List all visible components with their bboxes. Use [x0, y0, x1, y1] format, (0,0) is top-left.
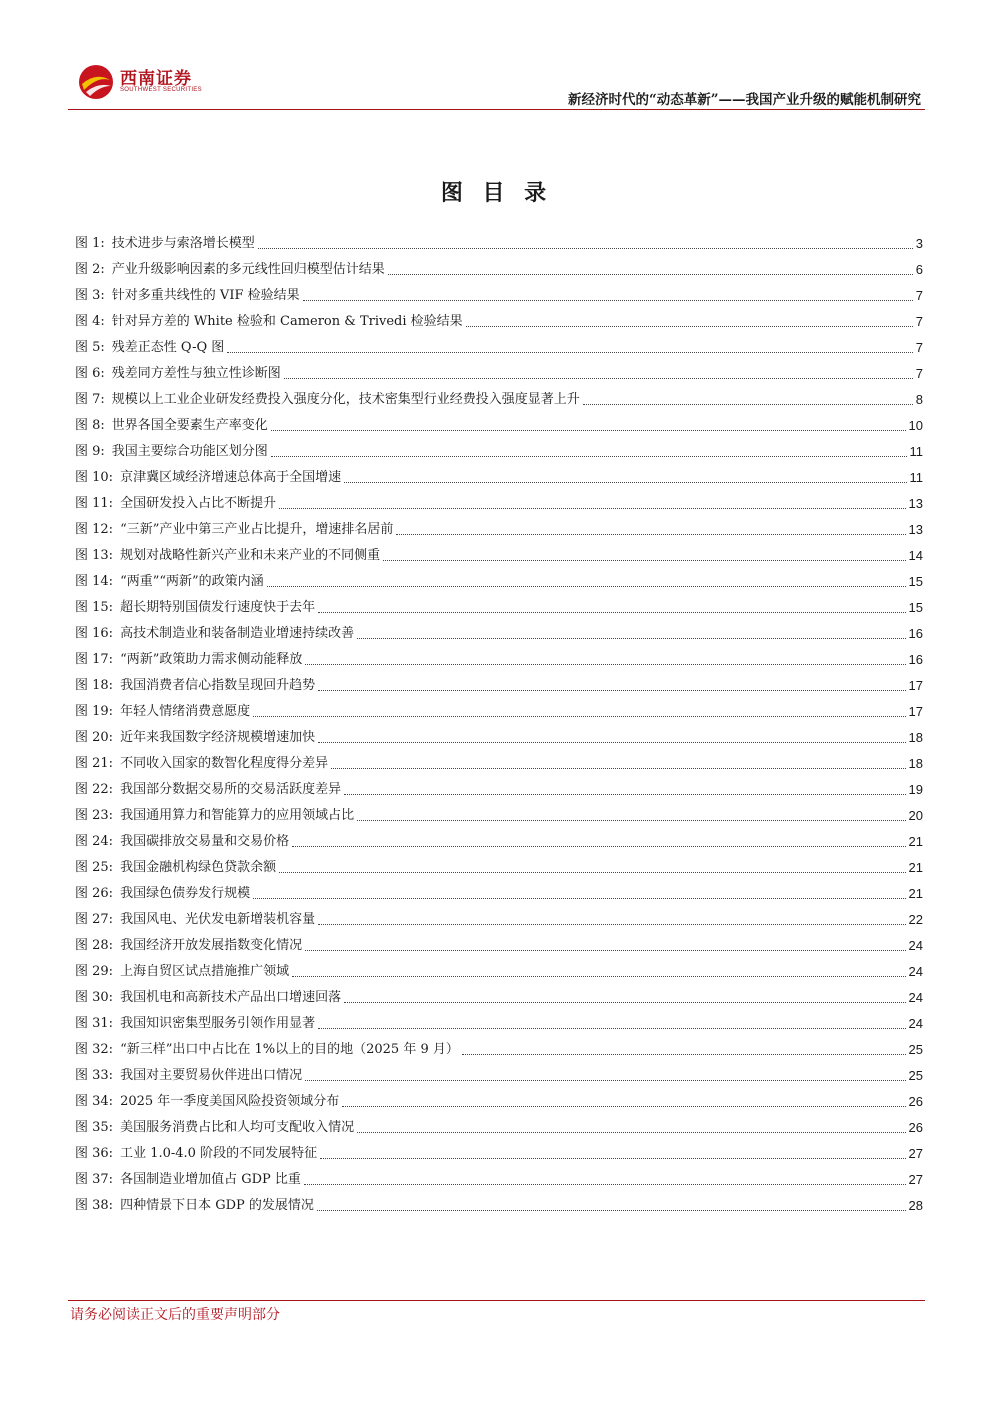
toc-entry-label [75, 699, 250, 725]
toc-entry-title: 我国金融机构绿色贷款余额 [120, 860, 277, 875]
toc-entry-number: 图 6: [75, 366, 105, 381]
toc-page-number: 7 [915, 340, 923, 355]
toc-entry[interactable] [75, 413, 923, 439]
toc-entry-label [75, 1011, 315, 1037]
toc-dot-leader [318, 690, 905, 691]
toc-entry-title: 技术进步与索洛增长模型 [111, 236, 255, 251]
toc-page-number: 24 [908, 1016, 923, 1031]
toc-dot-leader [344, 482, 906, 483]
toc-dot-leader [305, 1080, 905, 1081]
toc-page-number: 3 [915, 236, 923, 251]
toc-entry-number: 图 18: [75, 678, 114, 693]
toc-entry-title: 我国碳排放交易量和交易价格 [120, 834, 290, 849]
toc-entry-number: 图 19: [75, 704, 114, 719]
toc-entry-label [75, 1037, 459, 1063]
toc-entry-number: 图 7: [75, 392, 105, 407]
toc-entry[interactable] [75, 361, 923, 387]
toc-entry-number: 图 10: [75, 470, 114, 485]
toc-entry-number: 图 38: [75, 1198, 114, 1213]
toc-entry[interactable] [75, 1167, 923, 1193]
southwest-securities-emblem-icon [76, 62, 116, 102]
toc-entry-number: 图 34: [75, 1094, 114, 1109]
toc-entry[interactable] [75, 491, 923, 517]
toc-entry-title: 我国消费者信心指数呈现回升趋势 [120, 678, 316, 693]
toc-entry-number: 图 37: [75, 1172, 114, 1187]
toc-entry-label [75, 725, 315, 751]
toc-entry-title: 产业升级影响因素的多元线性回归模型估计结果 [111, 262, 385, 277]
toc-page-number: 15 [908, 600, 923, 615]
toc-entry-label [75, 1063, 302, 1089]
header-divider [68, 109, 925, 110]
toc-entry[interactable] [75, 621, 923, 647]
toc-entry[interactable] [75, 777, 923, 803]
toc-entry-title: “两重”“两新”的政策内涵 [120, 574, 264, 589]
toc-entry-number: 图 5: [75, 340, 105, 355]
toc-entry-title: 针对多重共线性的 VIF 检验结果 [111, 288, 300, 303]
toc-page-number: 13 [908, 522, 923, 537]
toc-entry-title: 我国绿色债券发行规模 [120, 886, 251, 901]
toc-entry-label [75, 621, 354, 647]
toc-entry[interactable] [75, 673, 923, 699]
toc-entry-label [75, 1089, 339, 1115]
toc-entry-number: 图 17: [75, 652, 114, 667]
toc-page-number: 19 [908, 782, 923, 797]
toc-entry-title: 规划对战略性新兴产业和未来产业的不同侧重 [120, 548, 381, 563]
toc-entry-label [75, 803, 354, 829]
toc-entry-title: 全国研发投入占比不断提升 [120, 496, 277, 511]
toc-dot-leader [318, 924, 905, 925]
toc-entry-title: 2025 年一季度美国风险投资领域分布 [120, 1094, 340, 1109]
toc-entry-title: 近年来我国数字经济规模增速加快 [120, 730, 316, 745]
toc-dot-leader [318, 612, 905, 613]
toc-entry-number: 图 32: [75, 1042, 114, 1057]
toc-page-number: 7 [915, 366, 923, 381]
toc-page-number: 27 [908, 1146, 923, 1161]
company-logo [76, 62, 216, 102]
toc-dot-leader [583, 404, 913, 405]
toc-entry-label [75, 439, 268, 465]
toc-entry-title: 我国机电和高新技术产品出口增速回落 [120, 990, 342, 1005]
toc-entry[interactable] [75, 1141, 923, 1167]
toc-page-number: 28 [908, 1198, 923, 1213]
toc-entry-label [75, 1141, 317, 1167]
toc-entry[interactable] [75, 933, 923, 959]
toc-dot-leader [284, 378, 913, 379]
toc-entry-number: 图 35: [75, 1120, 114, 1135]
toc-entry-title: 我国部分数据交易所的交易活跃度差异 [120, 782, 342, 797]
toc-dot-leader [258, 248, 913, 249]
toc-entry-number: 图 12: [75, 522, 114, 537]
toc-page-number: 21 [908, 886, 923, 901]
toc-page-number: 25 [908, 1068, 923, 1083]
toc-page-number: 20 [908, 808, 923, 823]
toc-entry[interactable] [75, 1089, 923, 1115]
toc-entry[interactable] [75, 517, 923, 543]
toc-dot-leader [227, 352, 913, 353]
toc-entry[interactable] [75, 465, 923, 491]
toc-page-number: 27 [908, 1172, 923, 1187]
toc-entry-title: 京津冀区域经济增速总体高于全国增速 [120, 470, 342, 485]
toc-dot-leader [342, 1106, 905, 1107]
toc-dot-leader [279, 508, 905, 509]
toc-page-number: 6 [915, 262, 923, 277]
toc-entry-number: 图 1: [75, 236, 105, 251]
toc-entry[interactable] [75, 257, 923, 283]
toc-dot-leader [304, 1184, 906, 1185]
toc-entry[interactable] [75, 699, 923, 725]
toc-entry-label [75, 985, 341, 1011]
toc-entry-label [75, 907, 315, 933]
toc-entry-number: 图 33: [75, 1068, 114, 1083]
toc-page-number: 13 [908, 496, 923, 511]
toc-entry-number: 图 25: [75, 860, 114, 875]
toc-entry-title: 我国通用算力和智能算力的应用领域占比 [120, 808, 355, 823]
toc-entry-title: 各国制造业增加值占 GDP 比重 [120, 1172, 301, 1187]
toc-dot-leader [303, 300, 913, 301]
toc-dot-leader [357, 820, 905, 821]
toc-entry[interactable] [75, 1037, 923, 1063]
toc-entry-title: 世界各国全要素生产率变化 [111, 418, 268, 433]
toc-entry-title: 残差同方差性与独立性诊断图 [111, 366, 281, 381]
toc-entry-label [75, 231, 255, 257]
toc-entry[interactable] [75, 647, 923, 673]
page-title: 图 目 录 [440, 180, 553, 206]
toc-page-number: 21 [908, 834, 923, 849]
toc-entry-number: 图 31: [75, 1016, 114, 1031]
toc-dot-leader [253, 898, 905, 899]
footer-divider [68, 1300, 925, 1301]
toc-entry[interactable] [75, 569, 923, 595]
toc-page-number: 21 [908, 860, 923, 875]
toc-dot-leader [271, 456, 907, 457]
toc-entry-number: 图 8: [75, 418, 105, 433]
toc-entry[interactable] [75, 439, 923, 465]
toc-entry-number: 图 23: [75, 808, 114, 823]
toc-entry-title: 上海自贸区试点措施推广领域 [120, 964, 290, 979]
toc-entry-label [75, 777, 341, 803]
toc-entry[interactable] [75, 829, 923, 855]
toc-entry[interactable] [75, 283, 923, 309]
toc-page-number: 7 [915, 288, 923, 303]
toc-entry-title: 工业 1.0-4.0 阶段的不同发展特征 [120, 1146, 318, 1161]
toc-dot-leader [318, 1028, 905, 1029]
toc-entry-number: 图 20: [75, 730, 114, 745]
toc-dot-leader [357, 638, 905, 639]
toc-entry-number: 图 2: [75, 262, 105, 277]
report-title: 新经济时代的“动态革新”——我国产业升级的赋能机制研究 [567, 92, 921, 108]
toc-entry-title: 我国知识密集型服务引领作用显著 [120, 1016, 316, 1031]
toc-page-number: 11 [909, 470, 923, 485]
toc-dot-leader [396, 534, 905, 535]
toc-entry-label [75, 855, 276, 881]
toc-page-number: 17 [908, 678, 923, 693]
toc-page-number: 10 [908, 418, 923, 433]
toc-entry[interactable] [75, 855, 923, 881]
toc-entry-number: 图 16: [75, 626, 114, 641]
toc-entry-title: 年轻人情绪消费意愿度 [120, 704, 251, 719]
toc-entry-title: 针对异方差的 White 检验和 Cameron & Trivedi 检验结果 [111, 314, 463, 329]
toc-entry-label [75, 595, 315, 621]
toc-entry-title: 高技术制造业和装备制造业增速持续改善 [120, 626, 355, 641]
toc-entry-label [75, 569, 264, 595]
toc-entry-label [75, 959, 289, 985]
toc-entry-title: 我国对主要贸易伙伴进出口情况 [120, 1068, 303, 1083]
toc-entry-number: 图 26: [75, 886, 114, 901]
toc-entry-number: 图 14: [75, 574, 114, 589]
toc-dot-leader [357, 1132, 905, 1133]
toc-entry-number: 图 29: [75, 964, 114, 979]
toc-entry-number: 图 13: [75, 548, 114, 563]
toc-entry-label [75, 491, 276, 517]
toc-entry[interactable] [75, 985, 923, 1011]
toc-dot-leader [267, 586, 906, 587]
toc-entry-label [75, 283, 300, 309]
toc-entry-label [75, 829, 289, 855]
toc-page-number: 24 [908, 990, 923, 1005]
toc-entry-label [75, 309, 463, 335]
toc-entry[interactable] [75, 595, 923, 621]
toc-dot-leader [271, 430, 906, 431]
toc-entry-label [75, 1167, 301, 1193]
toc-entry-number: 图 9: [75, 444, 105, 459]
toc-page-number: 11 [909, 444, 923, 459]
toc-entry-label [75, 1193, 314, 1219]
toc-dot-leader [344, 794, 905, 795]
toc-entry[interactable] [75, 231, 923, 257]
toc-entry-number: 图 21: [75, 756, 114, 771]
toc-entry-title: 我国风电、光伏发电新增装机容量 [120, 912, 316, 927]
toc-entry[interactable] [75, 543, 923, 569]
toc-entry-title: 美国服务消费占比和人均可支配收入情况 [120, 1120, 355, 1135]
toc-entry-title: 四种情景下日本 GDP 的发展情况 [120, 1198, 314, 1213]
toc-dot-leader [318, 742, 905, 743]
toc-entry-label [75, 1115, 354, 1141]
toc-entry-label [75, 387, 580, 413]
toc-page-number: 16 [908, 626, 923, 641]
toc-entry-number: 图 22: [75, 782, 114, 797]
toc-entry-title: 不同收入国家的数智化程度得分差异 [120, 756, 329, 771]
toc-entry[interactable] [75, 309, 923, 335]
toc-dot-leader [462, 1054, 906, 1055]
toc-entry-label [75, 413, 268, 439]
footer-disclaimer: 请务必阅读正文后的重要声明部分 [70, 1307, 280, 1323]
toc-entry[interactable] [75, 907, 923, 933]
logo-english-name: SOUTHWEST SECURITIES [120, 87, 202, 93]
toc-entry-number: 图 27: [75, 912, 114, 927]
toc-page-number: 16 [908, 652, 923, 667]
toc-entry-title: “新三样”出口中占比在 1%以上的目的地（2025 年 9 月） [120, 1042, 459, 1057]
toc-dot-leader [305, 664, 905, 665]
toc-entry[interactable] [75, 881, 923, 907]
toc-page-number: 22 [908, 912, 923, 927]
toc-entry[interactable] [75, 959, 923, 985]
toc-entry-number: 图 30: [75, 990, 114, 1005]
toc-entry-number: 图 24: [75, 834, 114, 849]
toc-dot-leader [320, 1158, 905, 1159]
toc-entry-title: 规模以上工业企业研发经费投入强度分化，技术密集型行业经费投入强度显著上升 [111, 392, 580, 407]
toc-dot-leader [292, 976, 905, 977]
toc-dot-leader [331, 768, 905, 769]
toc-entry[interactable] [75, 803, 923, 829]
toc-entry-label [75, 647, 302, 673]
toc-page-number: 26 [908, 1094, 923, 1109]
toc-dot-leader [305, 950, 905, 951]
toc-entry-label [75, 465, 341, 491]
toc-page-number: 26 [908, 1120, 923, 1135]
toc-entry[interactable] [75, 1115, 923, 1141]
toc-entry[interactable] [75, 751, 923, 777]
toc-entry-label [75, 361, 281, 387]
toc-page-number: 17 [908, 704, 923, 719]
toc-page-number: 7 [915, 314, 923, 329]
toc-entry[interactable] [75, 1193, 923, 1219]
toc-entry-title: 超长期特别国债发行速度快于去年 [120, 600, 316, 615]
toc-page-number: 25 [908, 1042, 923, 1057]
toc-entry-label [75, 933, 302, 959]
toc-page-number: 8 [915, 392, 923, 407]
toc-dot-leader [344, 1002, 905, 1003]
toc-entry-number: 图 36: [75, 1146, 114, 1161]
toc-entry[interactable] [75, 335, 923, 361]
toc-entry-title: “两新”政策助力需求侧动能释放 [120, 652, 303, 667]
toc-entry-label [75, 543, 380, 569]
toc-entry-label [75, 517, 393, 543]
toc-entry-label [75, 751, 328, 777]
toc-entry-number: 图 4: [75, 314, 105, 329]
toc-entry[interactable] [75, 1011, 923, 1037]
toc-dot-leader [388, 274, 913, 275]
toc-dot-leader [253, 716, 905, 717]
toc-dot-leader [317, 1210, 906, 1211]
toc-entry-title: “三新”产业中第三产业占比提升，增速排名居前 [120, 522, 394, 537]
toc-entry-title: 残差正态性 Q-Q 图 [111, 340, 225, 355]
toc-entry[interactable] [75, 725, 923, 751]
toc-dot-leader [466, 326, 913, 327]
toc-entry-number: 图 3: [75, 288, 105, 303]
logo-chinese-name: 西南证券 [120, 69, 192, 89]
toc-entry-number: 图 11: [75, 496, 114, 511]
toc-entry[interactable] [75, 387, 923, 413]
toc-page-number: 24 [908, 964, 923, 979]
toc-page-number: 14 [908, 548, 923, 563]
toc-entry[interactable] [75, 1063, 923, 1089]
toc-entry-title: 我国主要综合功能区划分图 [111, 444, 268, 459]
toc-dot-leader [383, 560, 905, 561]
toc-entry-number: 图 28: [75, 938, 114, 953]
figure-list [75, 231, 923, 1219]
toc-entry-label [75, 335, 224, 361]
toc-entry-label [75, 673, 315, 699]
toc-entry-label [75, 257, 385, 283]
toc-entry-number: 图 15: [75, 600, 114, 615]
toc-page-number: 18 [908, 756, 923, 771]
toc-page-number: 15 [908, 574, 923, 589]
toc-entry-title: 我国经济开放发展指数变化情况 [120, 938, 303, 953]
toc-entry-label [75, 881, 250, 907]
toc-dot-leader [292, 846, 905, 847]
toc-dot-leader [279, 872, 905, 873]
toc-page-number: 18 [908, 730, 923, 745]
toc-page-number: 24 [908, 938, 923, 953]
